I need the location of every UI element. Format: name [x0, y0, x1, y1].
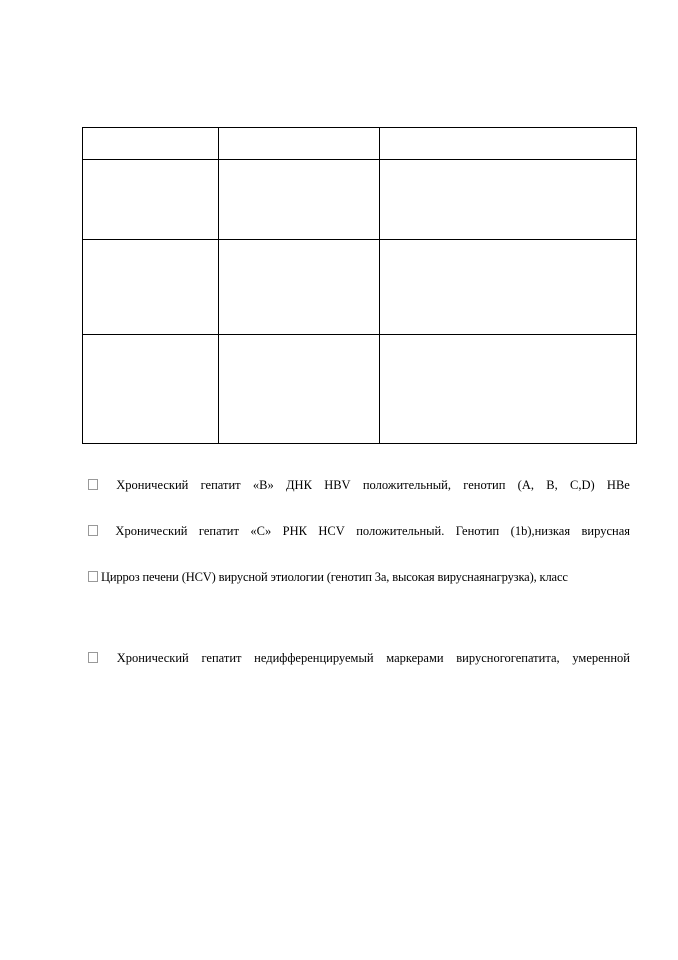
table-row — [83, 128, 637, 160]
word: гепатит — [198, 524, 239, 538]
table-cell — [219, 128, 380, 160]
word: маркерами — [386, 651, 444, 665]
word: гепатит — [200, 478, 241, 492]
word: недифференцируемый — [254, 651, 374, 665]
word: вирусногогепатита, — [456, 651, 560, 665]
word: РНК — [282, 524, 307, 538]
item-text: Цирроз печени (HCV) вирусной этиологии (генотип 3а, высокая вируснаянагрузка), класс — [101, 570, 568, 584]
table-cell — [83, 335, 219, 444]
word: умеренной — [572, 651, 630, 665]
table-row — [83, 240, 637, 335]
missing-glyph-box-icon — [88, 525, 98, 536]
table-cell — [219, 240, 380, 335]
word: положительный. — [356, 524, 445, 538]
table-row — [83, 160, 637, 240]
word: Хронический — [116, 478, 189, 492]
word: ДНК — [286, 478, 312, 492]
missing-glyph-box-icon — [88, 479, 98, 490]
word: вирусная — [581, 524, 630, 538]
word: генотип — [463, 478, 506, 492]
table-cell — [83, 128, 219, 160]
word: Хронический — [115, 524, 188, 538]
word: HBV — [324, 478, 351, 492]
list-item-chronic-hepatitis-c — [88, 523, 630, 539]
word: (1b),низкая — [510, 524, 571, 538]
word: положительный, — [362, 478, 451, 492]
word: «С» — [250, 524, 272, 538]
list-item-chronic-hepatitis-b — [88, 477, 630, 493]
missing-glyph-box-icon — [88, 571, 98, 582]
empty-table — [82, 127, 637, 444]
word: НВе — [606, 478, 630, 492]
list-item-undifferentiated-hepatitis — [88, 650, 630, 666]
word: Генотип — [455, 524, 500, 538]
table-cell — [219, 335, 380, 444]
table-cell — [380, 335, 637, 444]
list-item-liver-cirrhosis — [88, 569, 630, 585]
table-cell — [380, 240, 637, 335]
word: В, — [546, 478, 558, 492]
table-cell — [83, 240, 219, 335]
word: «В» — [252, 478, 274, 492]
table-row — [83, 335, 637, 444]
missing-glyph-box-icon — [88, 652, 98, 663]
word: гепатит — [201, 651, 242, 665]
word: HCV — [318, 524, 345, 538]
word: (А, — [517, 478, 534, 492]
word: С,D) — [570, 478, 595, 492]
table-cell — [380, 128, 637, 160]
word: Хронический — [116, 651, 189, 665]
table-cell — [219, 160, 380, 240]
table-cell — [83, 160, 219, 240]
table-cell — [380, 160, 637, 240]
